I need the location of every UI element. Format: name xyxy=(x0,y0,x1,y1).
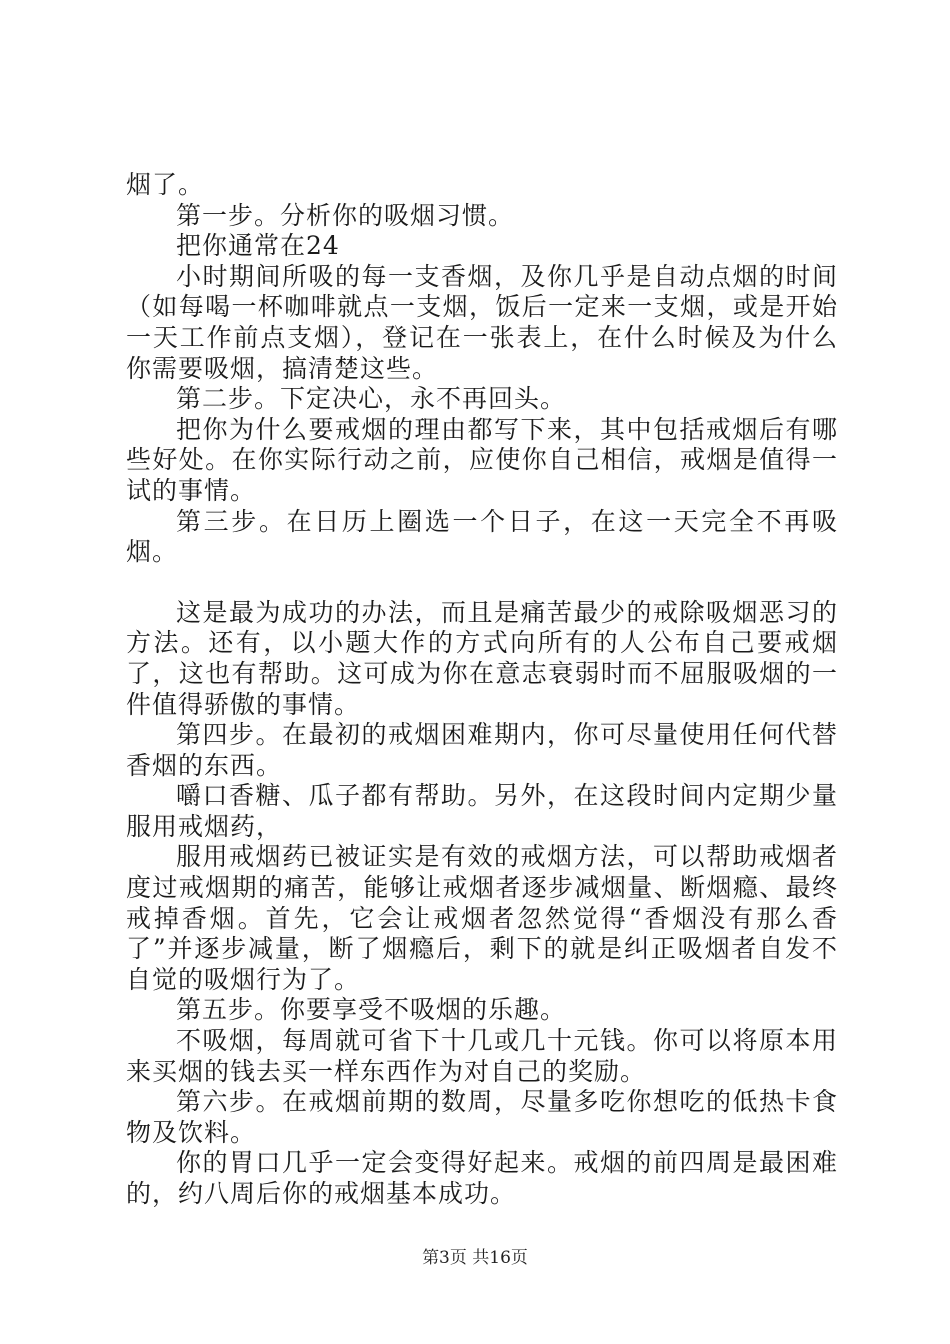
paragraph-step-one-intro: 把你通常在24 xyxy=(176,231,340,261)
step-three-heading: 第三步。在日历上圈选一个日子，在这一天完全不再吸烟。 xyxy=(126,506,838,567)
document-body xyxy=(126,170,838,1210)
page-number-label: 第3页 共16页 xyxy=(422,1248,528,1268)
step-one-heading: 第一步。分析你的吸烟习惯。 xyxy=(176,200,515,230)
paragraph-medication: 服用戒烟药已被证实是有效的戒烟方法，可以帮助戒烟者度过戒烟期的痛苦，能够让戒烟者逐步减烟量、断烟瘾、最终戒掉香烟。首先，它会让戒烟者忽然觉得“香烟没有那么香了”并逐步减量，断了烟瘾后，剩下的就是纠正吸烟者自发不自觉的吸烟行为了。 xyxy=(126,842,838,994)
page-footer xyxy=(0,1243,950,1268)
paragraph-step-one-body: 小时期间所吸的每一支香烟，及你几乎是自动点烟的时间（如每喝一杯咖啡就点一支烟，饭后一定来一支烟，或是开始一天工作前点支烟），登记在一张表上，在什么时候及为什么你需要吸烟，搞清楚这些。 xyxy=(126,261,838,383)
paragraph-step-two-body: 把你为什么要戒烟的理由都写下来，其中包括戒烟后有哪些好处。在你实际行动之前，应使你自己相信，戒烟是值得一试的事情。 xyxy=(126,414,838,505)
step-two-heading: 第二步。下定决心，永不再回头。 xyxy=(176,384,567,414)
paragraph-step-six-body: 你的胃口几乎一定会变得好起来。戒烟的前四周是最困难的，约八周后你的戒烟基本成功。 xyxy=(126,1148,838,1208)
step-six-heading: 第六步。在戒烟前期的数周，尽量多吃你想吃的低热卡食物及饮料。 xyxy=(126,1087,838,1147)
paragraph-step-four-body: 嚼口香糖、瓜子都有帮助。另外，在这段时间内定期少量服用戒烟药， xyxy=(126,781,838,841)
step-four-heading: 第四步。在最初的戒烟困难期内，你可尽量使用任何代替香烟的东西。 xyxy=(126,720,838,780)
step-five-heading: 第五步。你要享受不吸烟的乐趣。 xyxy=(176,995,567,1025)
paragraph-step-five-body: 不吸烟，每周就可省下十几或几十元钱。你可以将原本用来买烟的钱去买一样东西作为对自己的奖励。 xyxy=(126,1026,838,1086)
paragraph-continuation: 烟了。 xyxy=(126,170,205,199)
paragraph-step-three-body: 这是最为成功的办法，而且是痛苦最少的戒除吸烟恶习的方法。还有，以小题大作的方式向所有的人公布自己要戒烟了，这也有帮助。这可成为你在意志衰弱时而不屈服吸烟的一件值得骄傲的事情。 xyxy=(126,597,838,719)
